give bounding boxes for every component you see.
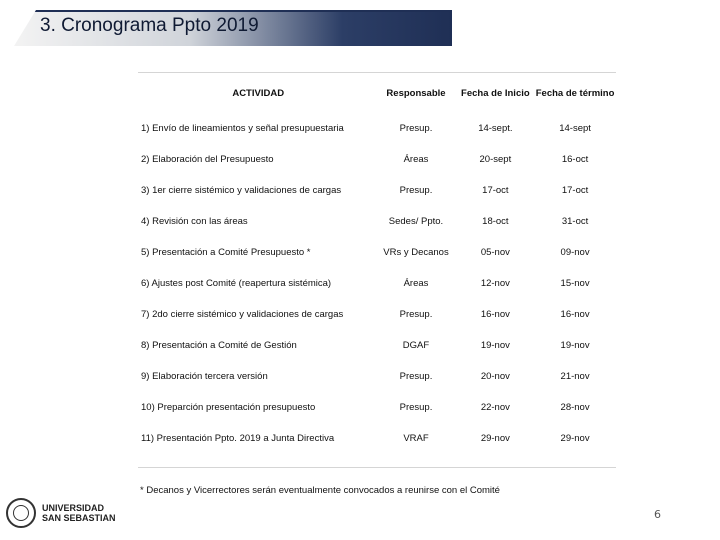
cell-actividad: 9) Elaboración tercera versión [141, 371, 268, 382]
cell-fecha-termino: 19-nov [560, 340, 590, 351]
cell-fecha-inicio: 29-nov [480, 433, 510, 444]
table-row [138, 113, 616, 144]
cell-actividad: 11) Presentación Ppto. 2019 a Junta Directiva [141, 433, 335, 444]
cell-responsable: Presup. [399, 371, 433, 382]
schedule-table [138, 73, 616, 454]
table-row [138, 144, 616, 175]
cell-responsable: Sedes/ Ppto. [388, 216, 444, 227]
cell-fecha-inicio: 16-nov [480, 309, 510, 320]
cell-actividad: 1) Envío de lineamientos y señal presupuestaria [141, 123, 344, 134]
table-row [138, 206, 616, 237]
table-row [138, 392, 616, 423]
university-logo [6, 498, 116, 528]
cell-fecha-termino: 15-nov [560, 278, 590, 289]
cell-actividad: 4) Revisión con las áreas [141, 216, 248, 227]
cell-responsable: Presup. [399, 123, 433, 134]
university-seal-icon [6, 498, 36, 528]
cell-actividad: 7) 2do cierre sistémico y validaciones de cargas [141, 309, 344, 320]
cell-responsable: VRAF [403, 433, 429, 444]
table-row [138, 423, 616, 454]
schedule-table-container [138, 72, 616, 468]
cell-responsable: Áreas [403, 154, 429, 165]
header-fecha-inicio: Fecha de Inicio [461, 87, 530, 99]
cell-fecha-inicio: 22-nov [480, 402, 510, 413]
cell-fecha-inicio: 17-oct [482, 185, 509, 196]
cell-responsable: Presup. [399, 402, 433, 413]
cell-fecha-termino: 29-nov [560, 433, 590, 444]
cell-actividad: 2) Elaboración del Presupuesto [141, 154, 274, 165]
cell-actividad: 3) 1er cierre sistémico y validaciones de cargas [141, 185, 342, 196]
table-row [138, 175, 616, 206]
table-row [138, 330, 616, 361]
cell-fecha-termino: 09-nov [560, 247, 590, 258]
logo-line-2: SAN SEBASTIAN [42, 513, 116, 523]
cell-fecha-termino: 21-nov [560, 371, 590, 382]
cell-fecha-inicio: 19-nov [480, 340, 510, 351]
cell-fecha-termino: 16-oct [561, 154, 589, 165]
cell-actividad: 5) Presentación a Comité Presupuesto * [141, 247, 311, 258]
table-row [138, 268, 616, 299]
cell-fecha-inicio: 20-sept [479, 154, 512, 165]
cell-fecha-inicio: 05-nov [480, 247, 510, 258]
page-number: 6 [654, 508, 661, 521]
header-responsable: Responsable [386, 87, 446, 99]
table-row [138, 299, 616, 330]
cell-fecha-termino: 16-nov [560, 309, 590, 320]
slide-title: 3. Cronograma Ppto 2019 [40, 15, 259, 36]
cell-actividad: 10) Preparción presentación presupuesto [141, 402, 316, 413]
cell-fecha-termino: 17-oct [561, 185, 589, 196]
cell-fecha-termino: 31-oct [561, 216, 589, 227]
logo-line-1: UNIVERSIDAD [42, 503, 105, 513]
cell-responsable: Presup. [399, 185, 433, 196]
cell-fecha-termino: 14-sept [559, 123, 591, 134]
cell-fecha-inicio: 18-oct [482, 216, 509, 227]
cell-responsable: Áreas [403, 278, 429, 289]
cell-fecha-inicio: 14-sept. [478, 123, 513, 134]
cell-actividad: 8) Presentación a Comité de Gestión [141, 340, 297, 351]
footnote: * Decanos y Vicerrectores serán eventualmente convocados a reunirse con el Comité [140, 485, 500, 496]
cell-fecha-inicio: 20-nov [480, 371, 510, 382]
table-header-row [138, 73, 616, 113]
cell-responsable: DGAF [402, 340, 430, 351]
logo-text [42, 503, 116, 523]
cell-fecha-inicio: 12-nov [480, 278, 510, 289]
header-actividad: ACTIVIDAD [232, 87, 285, 99]
cell-responsable: Presup. [399, 309, 433, 320]
table-row [138, 361, 616, 392]
header-fecha-termino: Fecha de término [535, 87, 615, 99]
cell-actividad: 6) Ajustes post Comité (reapertura sistémica) [141, 278, 332, 289]
cell-fecha-termino: 28-nov [560, 402, 590, 413]
cell-responsable: VRs y Decanos [383, 247, 449, 258]
table-row [138, 237, 616, 268]
